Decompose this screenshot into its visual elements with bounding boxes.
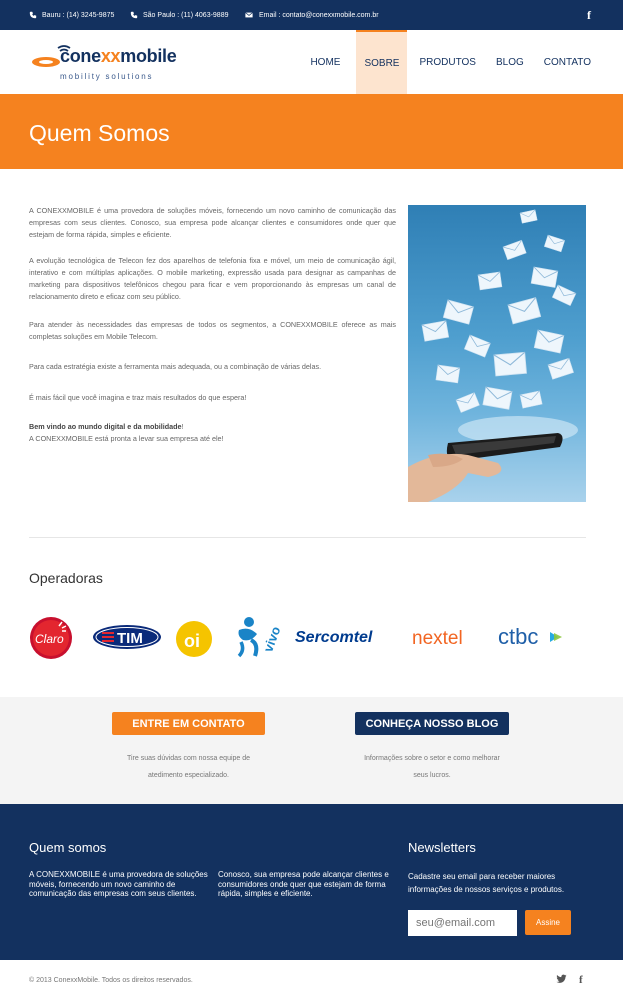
email-contact-text: Email : contato@conexxmobile.com.br bbox=[259, 11, 379, 19]
oi-logo[interactable] bbox=[175, 620, 215, 658]
newsletter-email-input[interactable] bbox=[408, 910, 517, 936]
footer-about-title: Quem somos bbox=[29, 840, 107, 855]
cta-band bbox=[0, 697, 623, 804]
newsletter-text: Cadastre seu email para receber maiores informações de nossos serviços e produtos. bbox=[408, 872, 565, 894]
ctbc-logo[interactable] bbox=[498, 623, 568, 651]
tim-logo[interactable] bbox=[92, 624, 162, 650]
page-hero bbox=[0, 94, 623, 169]
about-paragraph: Para atender às necessidades das empresas de todos os segmentos, a CONEXXMOBILE oferece as mais completas soluções em Mobile Telecom. bbox=[29, 320, 396, 341]
about-paragraph: É mais fácil que você imagina e traz mais resultados do que espera! bbox=[29, 393, 247, 402]
email-contact[interactable] bbox=[244, 11, 379, 19]
bottom-bar bbox=[0, 960, 623, 1001]
footer bbox=[0, 804, 623, 960]
sercomtel-logo[interactable] bbox=[295, 626, 399, 648]
vivo-logo[interactable] bbox=[235, 614, 284, 660]
svg-text:oi: oi bbox=[184, 631, 200, 651]
logo-text: conexxmobile bbox=[60, 46, 177, 66]
svg-text:TIM: TIM bbox=[117, 630, 143, 647]
operators-logos bbox=[0, 612, 623, 662]
nav-home[interactable]: HOME bbox=[310, 56, 341, 68]
phone-sao-paulo-text: São Paulo : (11) 4063-9889 bbox=[143, 11, 229, 19]
svg-text:Sercomtel: Sercomtel bbox=[295, 629, 373, 646]
nav-sobre[interactable]: SOBRE bbox=[356, 30, 407, 94]
about-paragraph: A CONEXXMOBILE está pronta a levar sua empresa até ele! bbox=[29, 434, 224, 443]
nextel-logo[interactable] bbox=[412, 626, 484, 650]
svg-text:vivo: vivo bbox=[260, 624, 284, 654]
footer-about-text-1: A CONEXXMOBILE é uma provedora de soluções móveis, fornecendo um novo caminho de comunicação das empresas com seus clientes. bbox=[29, 870, 208, 898]
nav-blog[interactable]: BLOG bbox=[495, 56, 524, 68]
logo-tagline: mobility solutions bbox=[60, 72, 154, 81]
contact-button[interactable]: ENTRE EM CONTATO bbox=[112, 712, 265, 735]
main-nav bbox=[302, 30, 591, 94]
about-content bbox=[29, 205, 396, 445]
phone-bauru bbox=[29, 11, 114, 19]
contact-description: Tire suas dúvidas com nossa equipe de atedimento especializado. bbox=[126, 755, 251, 779]
blog-button[interactable]: CONHEÇA NOSSO BLOG bbox=[355, 712, 509, 735]
svg-text:nextel: nextel bbox=[412, 628, 463, 649]
mobile-marketing-image bbox=[408, 205, 586, 502]
facebook-icon[interactable]: f bbox=[587, 8, 591, 22]
envelope-icon bbox=[244, 11, 254, 19]
envelopes-phone-illustration bbox=[408, 205, 586, 502]
operators-title: Operadoras bbox=[29, 570, 103, 586]
phone-icon bbox=[29, 11, 37, 19]
svg-text:Claro: Claro bbox=[35, 632, 64, 646]
welcome-line: Bem vindo ao mundo digital e da mobilidade! bbox=[29, 422, 184, 431]
phone-bauru-text: Bauru : (14) 3245-9875 bbox=[42, 11, 115, 19]
svg-text:ctbc: ctbc bbox=[498, 624, 539, 649]
facebook-icon[interactable]: f bbox=[579, 974, 583, 986]
nav-produtos[interactable]: PRODUTOS bbox=[419, 56, 476, 68]
twitter-icon[interactable] bbox=[556, 974, 567, 987]
about-paragraph: A CONEXXMOBILE é uma provedora de soluções móveis, fornecendo um novo caminho de comunicação das empresas com seus clientes. Conosco, sua empresa pode alcançar clientes e consumidores onde quer que estejam de forma rápida, simples e eficiente. bbox=[29, 206, 396, 239]
top-bar bbox=[0, 0, 623, 30]
twitter-bird-icon bbox=[556, 974, 567, 984]
copyright: © 2013 ConexxMobile. Todos os direitos reservados. bbox=[29, 977, 193, 984]
footer-about-text-2: Conosco, sua empresa pode alcançar clientes e consumidores onde quer que estejam de forma rápida, simples e eficiente. bbox=[218, 870, 389, 898]
about-paragraph: A evolução tecnológica de Telecon fez dos aparelhos de telefonia fixa e móvel, um meio de comunicação ágil, interativo e com múltiplas aplicações. O mobile marketing, expressão usada para designar as campanhas de marketing para dispositivos telefônicos chegou para ficar e vem proporcionando às empresas um canal de relacionamento direto e eficaz com seu público. bbox=[29, 256, 396, 301]
nav-contato[interactable]: CONTATO bbox=[543, 56, 591, 68]
newsletter-title: Newsletters bbox=[408, 840, 476, 855]
subscribe-button[interactable]: Assine bbox=[525, 910, 571, 935]
claro-logo[interactable] bbox=[29, 616, 73, 660]
page-title: Quem Somos bbox=[29, 120, 170, 146]
blog-description: Informações sobre o setor e como melhorar seus lucros. bbox=[364, 755, 500, 779]
phone-sao-paulo bbox=[130, 11, 229, 19]
about-paragraph: Para cada estratégia existe a ferramenta mais adequada, ou a combinação de várias delas. bbox=[29, 362, 322, 371]
logo[interactable] bbox=[30, 38, 200, 88]
phone-icon bbox=[130, 11, 138, 19]
header bbox=[0, 30, 623, 94]
section-divider bbox=[29, 537, 586, 538]
